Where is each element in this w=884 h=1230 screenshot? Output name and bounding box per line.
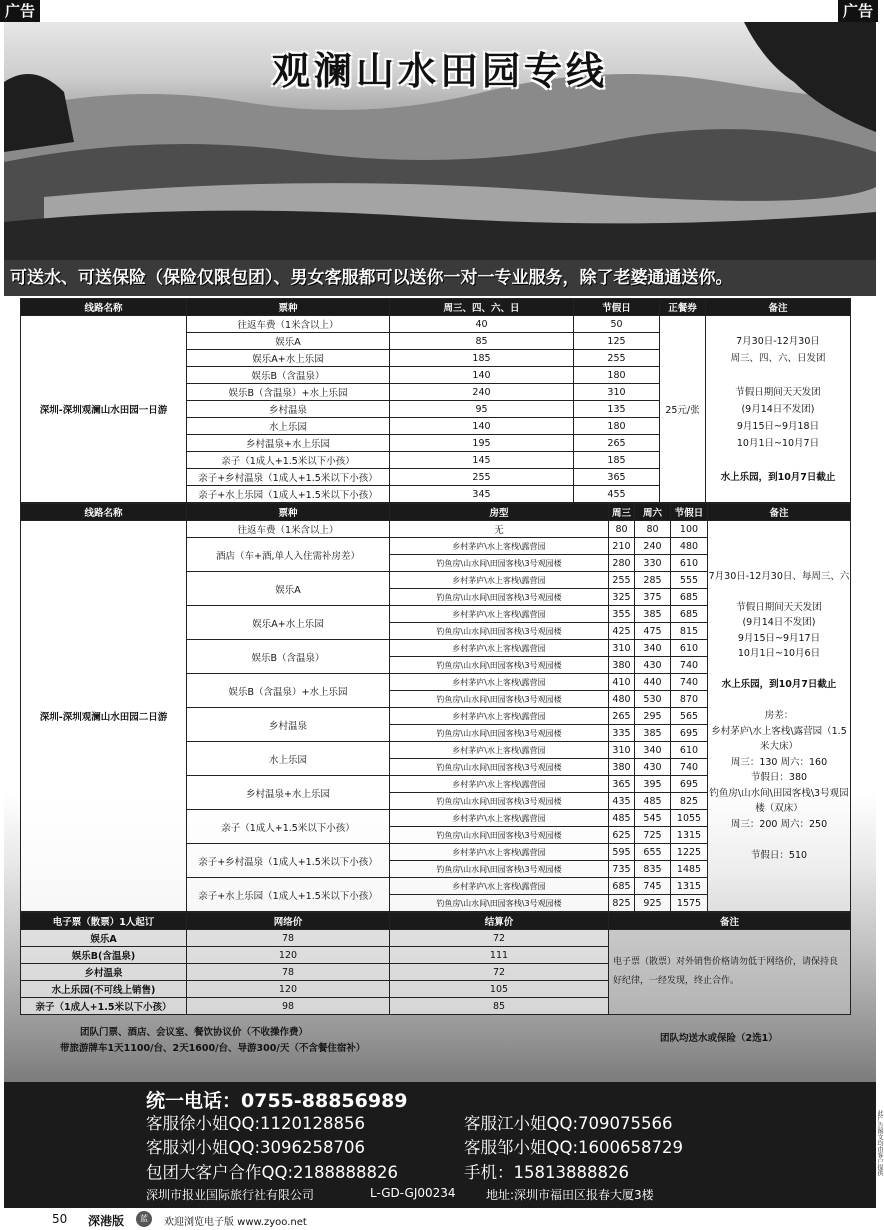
price: 395	[635, 776, 671, 793]
ticket-type: 娱乐A+水上乐园	[187, 606, 390, 640]
price: 565	[671, 708, 708, 725]
price: 265	[609, 708, 635, 725]
route-name: 深圳-深圳观澜山水田园二日游	[21, 521, 187, 912]
price: 280	[609, 555, 635, 572]
price: 1315	[671, 878, 708, 895]
price: 380	[609, 657, 635, 674]
price: 825	[609, 895, 635, 912]
room-type: 钓鱼房\山水间\田园客栈\3号观园楼	[390, 861, 609, 878]
price: 625	[609, 827, 635, 844]
room-type: 乡村茅庐\水上客栈\露营园	[390, 538, 609, 555]
ticket-type: 乡村温泉	[187, 401, 390, 418]
room-type: 乡村茅庐\水上客栈\露营园	[390, 878, 609, 895]
holiday-price: 265	[574, 435, 660, 452]
weekday-price: 345	[390, 486, 574, 503]
settlement-price: 72	[390, 964, 609, 981]
license-number: L-GD-GJ00234	[370, 1186, 456, 1200]
contact-jiang: 客服江小姐QQ:709075566	[464, 1114, 673, 1133]
price: 310	[609, 640, 635, 657]
weekday-price: 195	[390, 435, 574, 452]
table2-header: 周六	[635, 504, 671, 521]
price: 240	[635, 538, 671, 555]
price: 430	[635, 759, 671, 776]
note-line	[706, 367, 850, 384]
online-price: 78	[187, 930, 390, 947]
price: 365	[609, 776, 635, 793]
weekday-price: 255	[390, 469, 574, 486]
note-line: 节假日：510	[750, 849, 808, 861]
room-type: 乡村茅庐\水上客栈\露营园	[390, 776, 609, 793]
settlement-price: 105	[390, 981, 609, 998]
weekday-price: 85	[390, 333, 574, 350]
ticket-type: 水上乐园	[187, 742, 390, 776]
price: 295	[635, 708, 671, 725]
note-line: 周三、四、六、日发团	[730, 352, 826, 364]
price: 485	[609, 810, 635, 827]
price: 355	[609, 606, 635, 623]
ticket-type: 往返车费（1米含以上）	[187, 316, 390, 333]
price: 685	[609, 878, 635, 895]
price: 725	[635, 827, 671, 844]
price: 480	[671, 538, 708, 555]
price: 375	[635, 589, 671, 606]
two-day-tour-table	[20, 503, 851, 912]
address: 地址:深圳市福田区报春大厦3楼	[486, 1188, 654, 1202]
price: 610	[671, 742, 708, 759]
holiday-price: 185	[574, 452, 660, 469]
note-line: 7月30日-12月30日、每周三、六	[708, 570, 850, 582]
weekday-price: 145	[390, 452, 574, 469]
ticket-type: 往返车费（1米含以上）	[187, 521, 390, 538]
online-price: 120	[187, 947, 390, 964]
holiday-price: 125	[574, 333, 660, 350]
advertisement-page	[4, 22, 876, 1208]
price: 380	[609, 759, 635, 776]
ticket-type: 亲子+乡村温泉（1成人+1.5米以下小孩）	[187, 844, 390, 878]
table2-header: 票种	[187, 504, 390, 521]
room-type: 无	[390, 521, 609, 538]
room-type: 乡村茅庐\水上客栈\露营园	[390, 708, 609, 725]
holiday-price: 365	[574, 469, 660, 486]
table1-notes	[706, 316, 851, 503]
price-tables	[20, 298, 850, 1015]
table1-header: 周三、四、六、日	[390, 299, 574, 316]
note-line: (9月14日不发团)	[742, 617, 816, 629]
note-line: 周三：130 周六：160	[730, 756, 828, 768]
table3-header: 结算价	[390, 913, 609, 930]
ticket-type: 水上乐园	[187, 418, 390, 435]
ticket-type: 娱乐A	[21, 930, 187, 947]
table1-header: 备注	[706, 299, 851, 316]
room-type: 钓鱼房\山水间\田园客栈\3号观园楼	[390, 793, 609, 810]
disclaimer-side-note: 此广告图文均由客户提供	[876, 1110, 883, 1176]
note-line: (9月14日不发团)	[741, 403, 815, 415]
note-line: 7月30日-12月30日	[736, 335, 820, 347]
banner-photo	[4, 22, 876, 260]
ticket-type: 娱乐B（含温泉）+水上乐园	[187, 674, 390, 708]
price: 740	[671, 657, 708, 674]
ticket-type: 娱乐A	[187, 572, 390, 606]
ticket-type: 娱乐B(含温泉)	[21, 947, 187, 964]
price: 685	[671, 606, 708, 623]
ticket-type: 娱乐B（含温泉）+水上乐园	[187, 384, 390, 401]
e-ticket-table	[20, 912, 851, 1015]
meal-coupon: 25元/张	[660, 316, 706, 503]
holiday-price: 455	[574, 486, 660, 503]
price: 1315	[671, 827, 708, 844]
note-line: 乡村茅庐\水上客栈\露营园（1.5米大床）	[711, 725, 847, 753]
ticket-type: 娱乐A	[187, 333, 390, 350]
room-type: 钓鱼房\山水间\田园客栈\3号观园楼	[390, 589, 609, 606]
contact-xu: 客服徐小姐QQ:1120128856	[146, 1114, 366, 1133]
table3-note: 电子票（散票）对外销售价格请勿低于网络价，请保持良好纪律，一经发现，终止合作。	[609, 930, 851, 1015]
note-line	[706, 452, 850, 469]
settlement-price: 85	[390, 998, 609, 1015]
ticket-type: 水上乐园(不可线上销售)	[21, 981, 187, 998]
note-line: 水上乐园，到10月7日截止	[720, 471, 836, 483]
note-line: 水上乐园，到10月7日截止	[721, 679, 837, 691]
ticket-type: 娱乐B（含温泉）	[187, 367, 390, 384]
room-type: 钓鱼房\山水间\田园客栈\3号观园楼	[390, 657, 609, 674]
ticket-type: 娱乐A+水上乐园	[187, 350, 390, 367]
price: 1225	[671, 844, 708, 861]
holiday-price: 180	[574, 418, 660, 435]
price: 1485	[671, 861, 708, 878]
page-number: 50	[52, 1212, 68, 1226]
room-type: 乡村茅庐\水上客栈\露营园	[390, 674, 609, 691]
ticket-type: 亲子（1成人+1.5米以下小孩）	[187, 810, 390, 844]
price: 330	[635, 555, 671, 572]
contact-zou: 客服邹小姐QQ:1600658729	[464, 1138, 684, 1157]
group-gift-note: 团队均送水或保险（2选1）	[660, 1033, 778, 1044]
weekday-price: 95	[390, 401, 574, 418]
price: 595	[609, 844, 635, 861]
ticket-type: 亲子+水上乐园（1成人+1.5米以下小孩）	[187, 486, 390, 503]
page-footer	[0, 1208, 884, 1230]
slogan-bar: 可送水、可送保险（保险仅限包团）、男女客服都可以送你一对一专业服务，除了老婆通通送你。	[4, 260, 876, 296]
price: 340	[635, 640, 671, 657]
ticket-type: 亲子（1成人+1.5米以下小孩）	[21, 998, 187, 1015]
price: 740	[671, 674, 708, 691]
table1-header: 票种	[187, 299, 390, 316]
table-row	[21, 316, 851, 333]
note-line: 10月1日~10月7日	[736, 437, 820, 449]
ad-tag-left: 广告	[0, 0, 40, 22]
price: 695	[671, 725, 708, 742]
online-price: 78	[187, 964, 390, 981]
price: 430	[635, 657, 671, 674]
room-type: 钓鱼房\山水间\田园客栈\3号观园楼	[390, 827, 609, 844]
ticket-type: 亲子+乡村温泉（1成人+1.5米以下小孩）	[187, 469, 390, 486]
room-type: 乡村茅庐\水上客栈\露营园	[390, 640, 609, 657]
holiday-price: 50	[574, 316, 660, 333]
table3-header: 网络价	[187, 913, 390, 930]
price: 480	[609, 691, 635, 708]
room-type: 钓鱼房\山水间\田园客栈\3号观园楼	[390, 725, 609, 742]
note-line: 钓鱼房\山水间\田园客栈\3号观园楼（双床）	[709, 787, 849, 815]
table2-header: 备注	[708, 504, 851, 521]
table2-header: 线路名称	[21, 504, 187, 521]
edition-label: 深港版	[88, 1214, 125, 1228]
ticket-type: 乡村温泉+水上乐园	[187, 435, 390, 452]
price: 440	[635, 674, 671, 691]
weekday-price: 185	[390, 350, 574, 367]
price: 835	[635, 861, 671, 878]
group-business-qq: 包团大客户合作QQ:2188888826	[146, 1163, 399, 1182]
price: 255	[609, 572, 635, 589]
price: 685	[671, 589, 708, 606]
price: 825	[671, 793, 708, 810]
price: 925	[635, 895, 671, 912]
holiday-price: 135	[574, 401, 660, 418]
price: 100	[671, 521, 708, 538]
price: 425	[609, 623, 635, 640]
note-line: 节假日期间天天发团	[735, 386, 821, 398]
contact-footer	[4, 1082, 876, 1208]
note-line: 9月15日~9月18日	[736, 420, 820, 432]
ticket-type: 亲子（1成人+1.5米以下小孩）	[187, 452, 390, 469]
holiday-price: 310	[574, 384, 660, 401]
price: 610	[671, 555, 708, 572]
ad-tag-right: 广告	[838, 0, 878, 22]
note-line	[708, 584, 850, 600]
table2-notes	[708, 521, 851, 912]
bus-guide-note: 带旅游牌车1天1100/台、2天1600/台、导游300/天（不含餐住宿补）	[60, 1043, 366, 1054]
room-type: 乡村茅庐\水上客栈\露营园	[390, 810, 609, 827]
room-type: 乡村茅庐\水上客栈\露营园	[390, 844, 609, 861]
price: 80	[635, 521, 671, 538]
room-type: 钓鱼房\山水间\田园客栈\3号观园楼	[390, 895, 609, 912]
room-type: 乡村茅庐\水上客栈\露营园	[390, 742, 609, 759]
price: 545	[635, 810, 671, 827]
ticket-type: 亲子+水上乐园（1成人+1.5米以下小孩）	[187, 878, 390, 912]
contact-liu: 客服刘小姐QQ:3096258706	[146, 1138, 366, 1157]
price: 555	[671, 572, 708, 589]
note-line	[708, 662, 850, 678]
room-type: 钓鱼房\山水间\田园客栈\3号观园楼	[390, 555, 609, 572]
table1-header: 正餐券	[660, 299, 706, 316]
price: 340	[635, 742, 671, 759]
table1-header: 节假日	[574, 299, 660, 316]
room-type: 钓鱼房\山水间\田园客栈\3号观园楼	[390, 623, 609, 640]
mobile: 手机：15813888826	[464, 1163, 629, 1182]
holiday-price: 180	[574, 367, 660, 384]
weekday-price: 40	[390, 316, 574, 333]
price: 735	[609, 861, 635, 878]
ticket-type: 乡村温泉	[21, 964, 187, 981]
company-name: 深圳市报业国际旅行社有限公司	[146, 1188, 315, 1202]
note-line: 节假日期间天天发团	[736, 601, 822, 613]
note-line: 10月1日~10月6日	[737, 648, 821, 660]
price: 485	[635, 793, 671, 810]
price: 210	[609, 538, 635, 555]
price: 385	[635, 725, 671, 742]
weekday-price: 140	[390, 418, 574, 435]
price: 435	[609, 793, 635, 810]
room-type: 乡村茅庐\水上客栈\露营园	[390, 572, 609, 589]
weekday-price: 240	[390, 384, 574, 401]
table3-header: 备注	[609, 913, 851, 930]
weekday-price: 140	[390, 367, 574, 384]
price: 610	[671, 640, 708, 657]
price: 325	[609, 589, 635, 606]
table1-header: 线路名称	[21, 299, 187, 316]
price: 310	[609, 742, 635, 759]
one-day-tour-table	[20, 298, 851, 503]
table2-header: 周三	[609, 504, 635, 521]
price: 740	[671, 759, 708, 776]
price: 1575	[671, 895, 708, 912]
price: 655	[635, 844, 671, 861]
room-type: 钓鱼房\山水间\田园客栈\3号观园楼	[390, 759, 609, 776]
table-row	[21, 930, 851, 947]
table2-header: 房型	[390, 504, 609, 521]
hotline: 统一电话：0755-88856989	[146, 1090, 408, 1112]
note-line	[708, 832, 850, 848]
ticket-type: 酒店（车+酒,单人入住需补房差）	[187, 538, 390, 572]
price: 335	[609, 725, 635, 742]
table2-header: 节假日	[671, 504, 708, 521]
note-line	[708, 693, 850, 709]
settlement-price: 72	[390, 930, 609, 947]
website-link[interactable]: 欢迎浏览电子版 www.zyoo.net	[164, 1217, 307, 1228]
table-row	[21, 521, 851, 538]
note-line: 房差：	[764, 710, 794, 722]
price: 815	[671, 623, 708, 640]
price: 745	[635, 878, 671, 895]
settlement-price: 111	[390, 947, 609, 964]
room-type: 钓鱼房\山水间\田园客栈\3号观园楼	[390, 691, 609, 708]
price: 1055	[671, 810, 708, 827]
group-rate-note: 团队门票、酒店、会议室、餐饮协议价（不收操作费）	[80, 1027, 309, 1038]
price: 530	[635, 691, 671, 708]
route-name: 深圳-深圳观澜山水田园一日游	[21, 316, 187, 503]
ticket-type: 乡村温泉	[187, 708, 390, 742]
group-notes	[20, 1018, 850, 1058]
room-type: 乡村茅庐\水上客栈\露营园	[390, 606, 609, 623]
online-price: 98	[187, 998, 390, 1015]
price: 285	[635, 572, 671, 589]
note-line: 节假日：380	[750, 772, 808, 784]
price: 385	[635, 606, 671, 623]
price: 870	[671, 691, 708, 708]
newspaper-logo-icon: 蓝	[136, 1211, 152, 1227]
note-line: 周三：200 周六：250	[730, 818, 828, 830]
ticket-type: 娱乐B（含温泉）	[187, 640, 390, 674]
holiday-price: 255	[574, 350, 660, 367]
table3-header: 电子票（散票）1人起订	[21, 913, 187, 930]
note-line: 9月15日~9月17日	[737, 632, 821, 644]
price: 475	[635, 623, 671, 640]
banner-title: 观澜山水田园专线	[271, 49, 608, 93]
ticket-type: 乡村温泉+水上乐园	[187, 776, 390, 810]
price: 80	[609, 521, 635, 538]
price: 695	[671, 776, 708, 793]
price: 410	[609, 674, 635, 691]
online-price: 120	[187, 981, 390, 998]
